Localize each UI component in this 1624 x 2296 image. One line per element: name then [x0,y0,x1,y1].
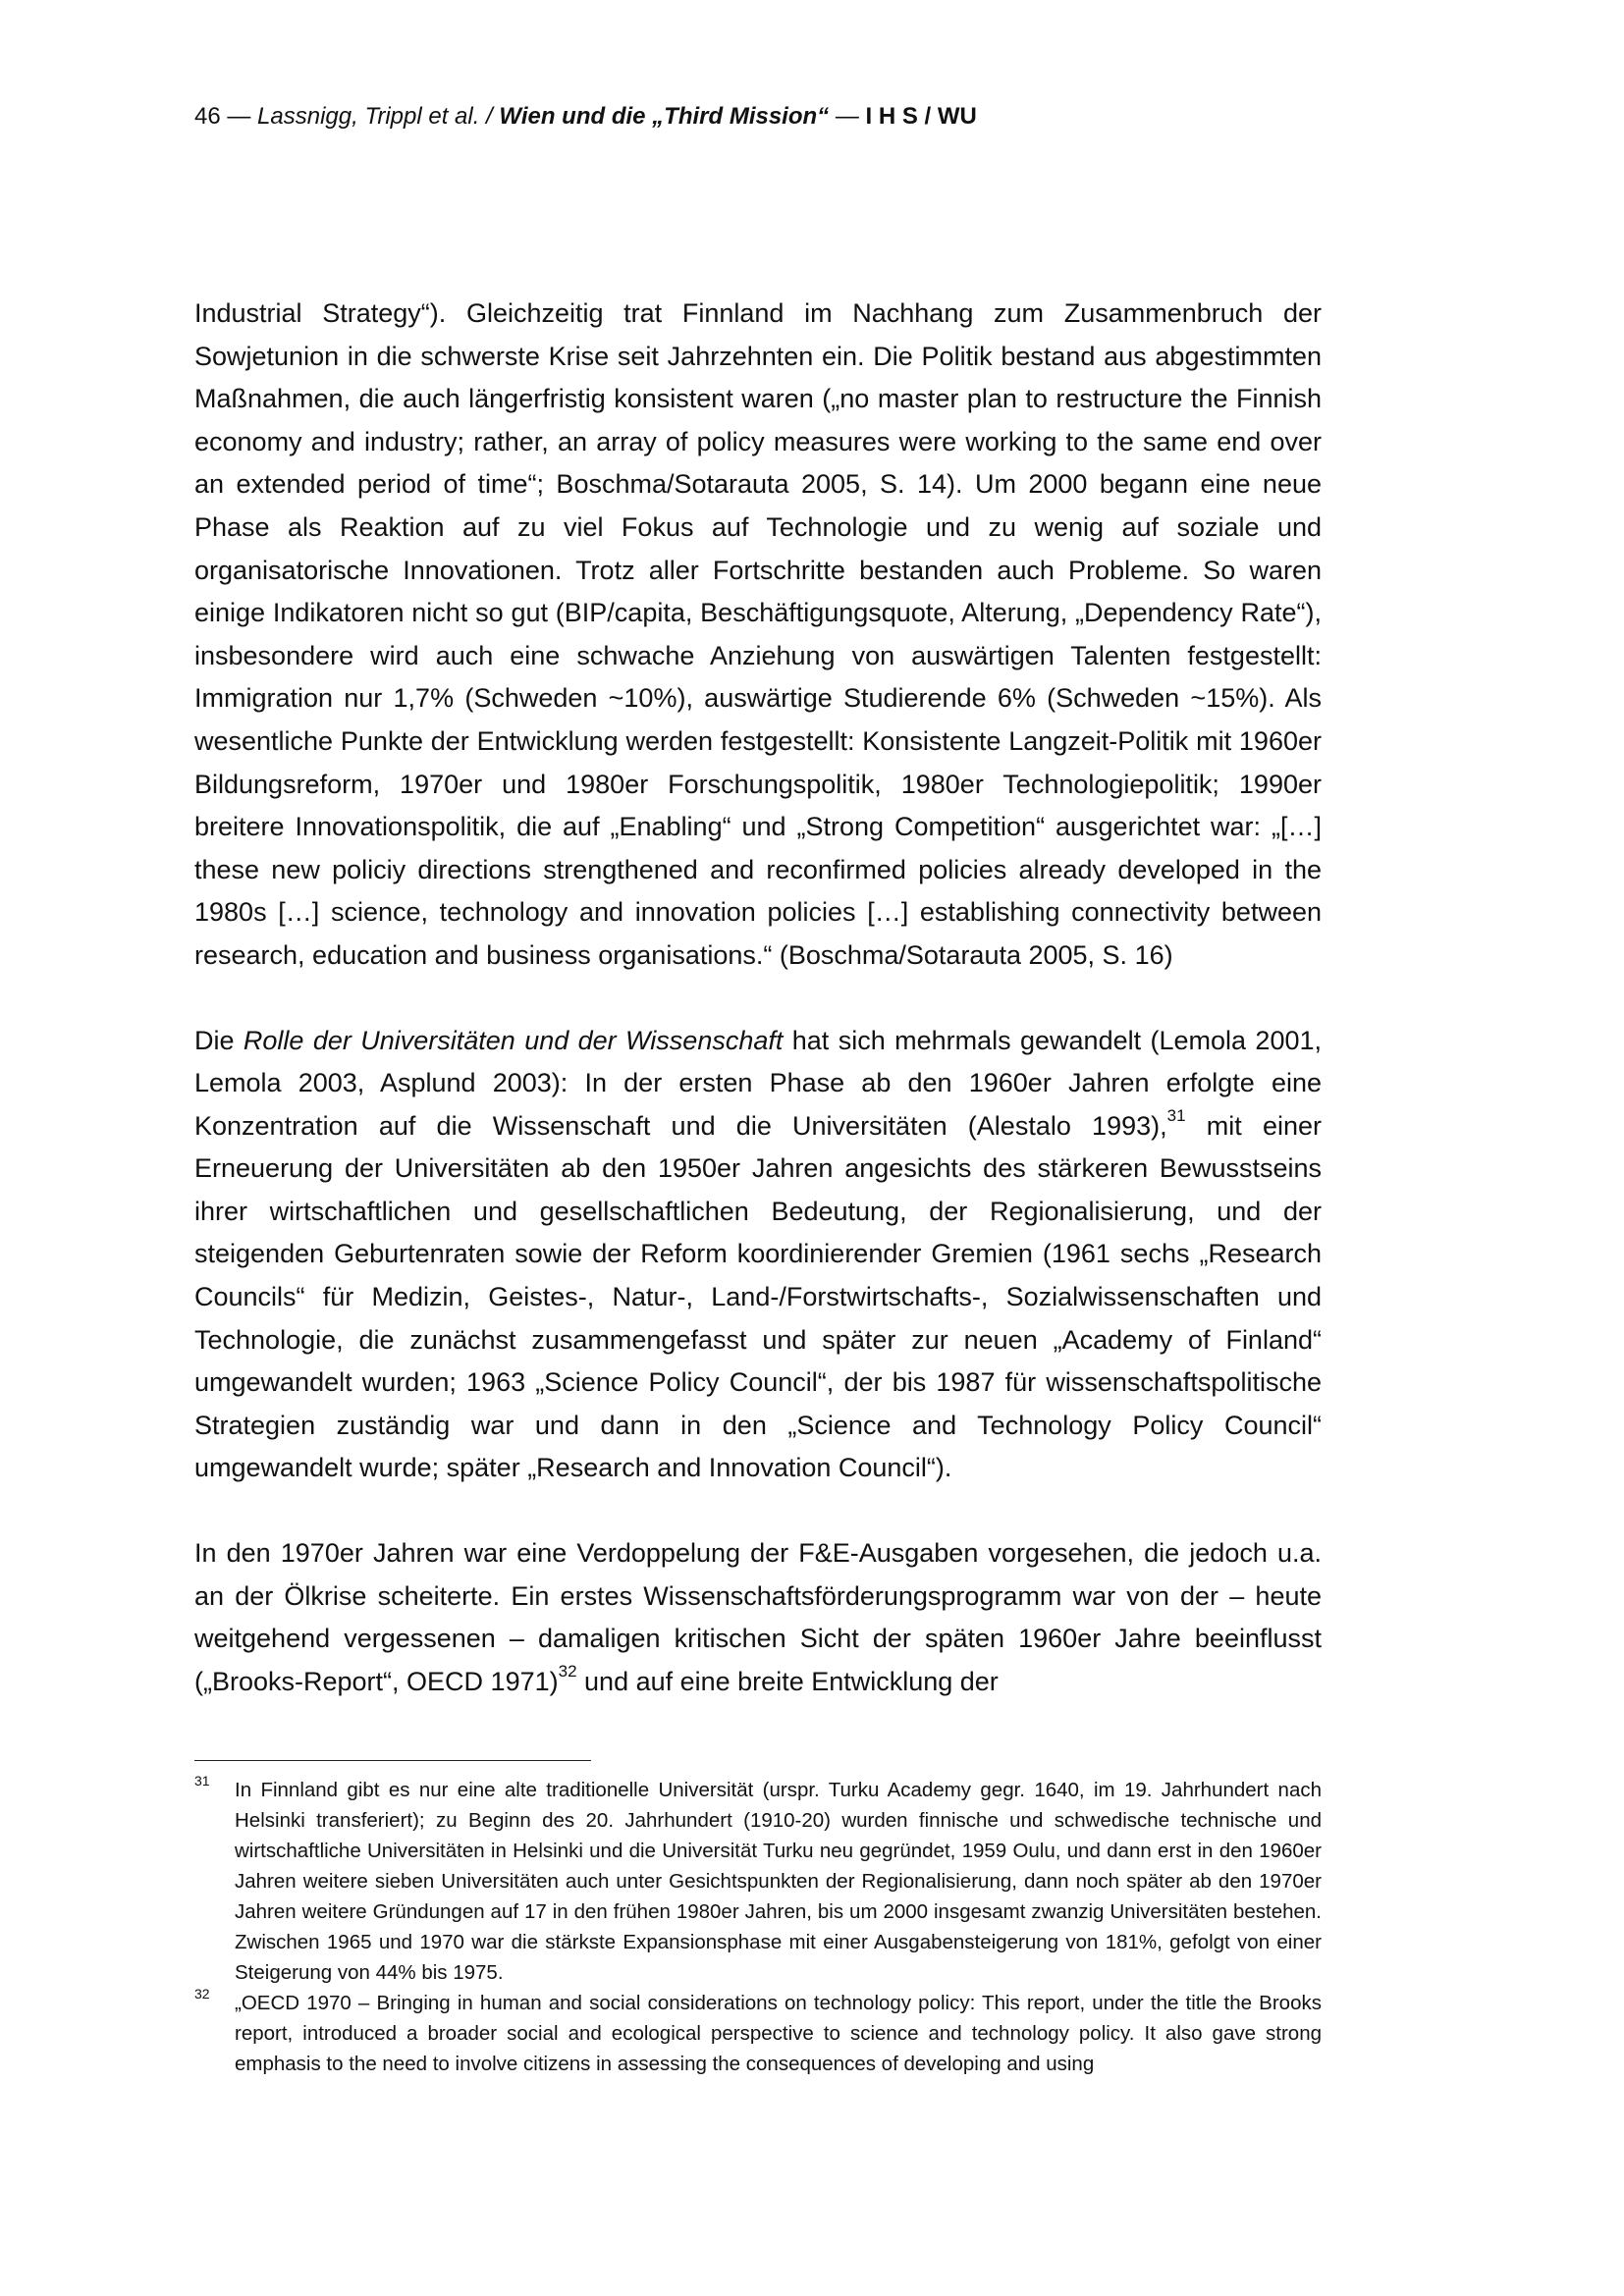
paragraph-2-text: hat sich mehrmals gewandelt (Lemola 2001, Lemola 2003, Asplund 2003): In der ersten Phase ab den 1960er Jahren erfolgte eine Konzentration auf die Wissenschaft und die Universitäten (Alestalo 1993), [194,1025,1322,1141]
paragraph-2-emphasis: Rolle der Universitäten und der Wissenschaft [243,1025,784,1055]
paragraph-3-text: In den 1970er Jahren war eine Verdoppelung der F&E-Ausgaben vorgesehen, die jedoch u.a. an der Ölkrise scheiterte. Ein erstes Wissenschaftsförderungsprogramm war von der – heute weitgehend vergessenen – damaligen kritischen Sicht der späten 1960er Jahre beeinflusst („Brooks-Report“, OECD 1971) [194,1538,1322,1696]
header-dash: — [220,103,258,130]
footnote-ref-32[interactable]: 32 [558,1661,577,1681]
footnote-number: 32 [194,1986,210,2002]
footnote-ref-31[interactable]: 31 [1166,1105,1186,1125]
header-dash: — [829,103,866,130]
footnote-32 [194,1988,1322,2079]
paragraph-2-text: mit einer Erneuerung der Universitäten ab den 1950er Jahren angesichts des stärkeren Bewusstseins ihrer wirtschaftlichen und gesellschaftlichen Bedeutung, der Regionalisierung, und der steigenden Geburtenraten sowie der Reform koordinierender Gremien (1961 sechs „Research Councils“ für Medizin, Geistes-, Natur-, Land-/Forstwirtschafts-, Sozialwissenschaften und Technologie, die zunächst zusammengefasst und später zur neuen „Academy of Finland“ umgewandelt wurden; 1963 „Science Policy Council“, der bis 1987 für wissenschaftspolitische Strategien zuständig war und dann in den „Science and Technology Policy Council“ umgewandelt wurde; später „Research and Innovation Council“). [194,1110,1322,1483]
body-text [194,293,1322,1703]
footnote-separator [194,1760,591,1761]
header-title: Wien und die „Third Mission“ [499,103,830,130]
footnote-text: „OECD 1970 – Bringing in human and social considerations on technology policy: This report, under the title the Brooks report, introduced a broader social and ecological perspective to science and technology policy. It also gave strong emphasis to the need to involve citizens in assessing the consequences of developing and using [235,1992,1322,2075]
paragraph-3 [194,1532,1322,1703]
paragraph-2-text: Die [194,1025,244,1055]
footnotes [194,1775,1322,2079]
header-authors: Lassnigg, Trippl et al. / [257,103,500,130]
footnote-31 [194,1775,1322,1988]
footnote-number: 31 [194,1773,210,1789]
header-institution: I H S / WU [865,103,977,130]
page-number: 46 [194,103,221,130]
running-header [194,102,977,132]
paragraph-3-text: und auf eine breite Entwicklung der [576,1666,999,1696]
paragraph-1: Industrial Strategy“). Gleichzeitig trat Finnland im Nachhang zum Zusammenbruch der Sowjetunion in die schwerste Krise seit Jahrzehnten ein. Die Politik bestand aus abgestimmten Maßnahmen, die auch längerfristig konsistent waren („no master plan to restructure the Finnish economy and industry; rather, an array of policy measures were working to the same end over an extended period of time“; Boschma/Sotarauta 2005, S. 14). Um 2000 begann eine neue Phase als Reaktion auf zu viel Fokus auf Technologie und zu wenig auf soziale und organisatorische Innovationen. Trotz aller Fortschritte bestanden auch Probleme. So waren einige Indikatoren nicht so gut (BIP/capita, Beschäftigungsquote, Alterung, „Dependency Rate“), insbesondere wird auch eine schwache Anziehung von auswärtigen Talenten festgestellt: Immigration nur 1,7% (Schweden ~10%), auswärtige Studierende 6% (Schweden ~15%). Als wesentliche Punkte der Entwicklung werden festgestellt: Konsistente Langzeit-Politik mit 1960er Bildungsreform, 1970er und 1980er Forschungspolitik, 1980er Technologiepolitik; 1990er breitere Innovationspolitik, die auf „Enabling“ und „Strong Competition“ ausgerichtet war: „[…] these new policiy directions strengthened and reconfirmed policies already developed in the 1980s […] science, technology and innovation policies […] establishing connectivity between research, education and business organisations.“ (Boschma/Sotarauta 2005, S. 16) [194,298,1322,970]
footnote-text: In Finnland gibt es nur eine alte traditionelle Universität (urspr. Turku Academy gegr. 1640, im 19. Jahrhundert nach Helsinki transferiert); zu Beginn des 20. Jahrhundert (1910-20) wurden finnische und schwedische technische und wirtschaftliche Universitäten in Helsinki und die Universität Turku neu gegründet, 1959 Oulu, und dann erst in den 1960er Jahren weitere sieben Universitäten auch unter Gesichtspunkten der Regionalisierung, dann noch später ab den 1970er Jahren weitere Gründungen auf 17 in den frühen 1980er Jahren, bis um 2000 insgesamt zwanzig Universitäten bestehen. Zwischen 1965 und 1970 war die stärkste Expansionsphase mit einer Ausgabensteigerung von 181%, gefolgt von einer Steigerung von 44% bis 1975. [235,1779,1322,1984]
paragraph-2 [194,1020,1322,1491]
